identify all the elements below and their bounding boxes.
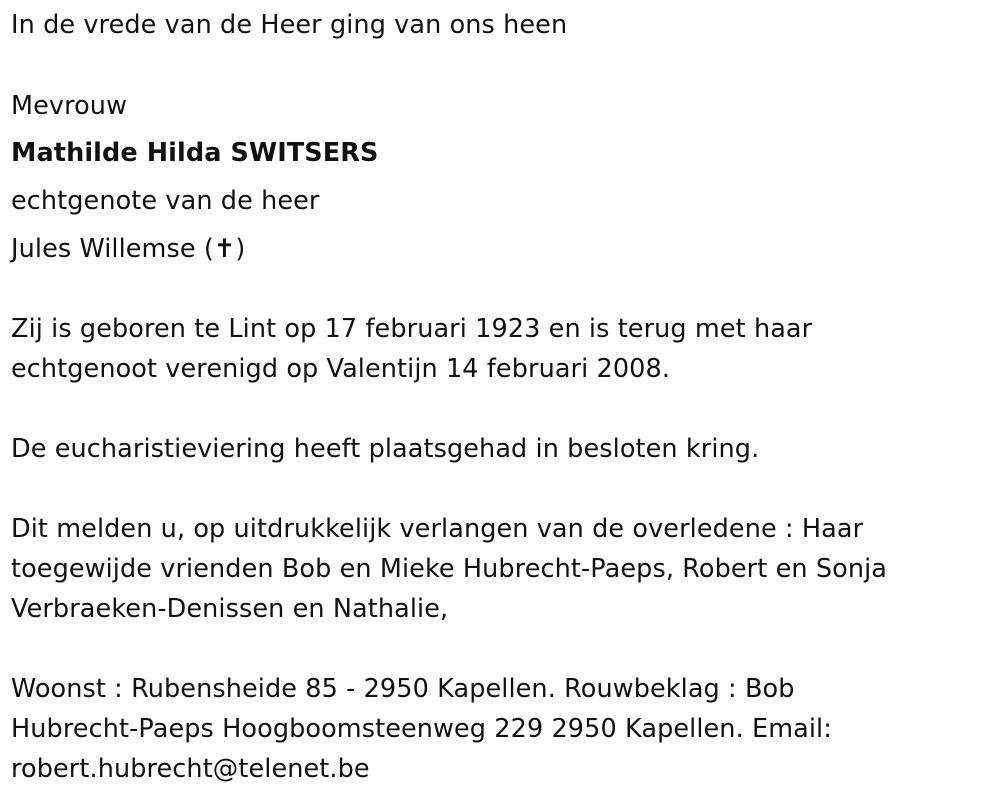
notice-line-2: toegewijde vrienden Bob en Mieke Hubrecht-Paeps, Robert en Sonja	[11, 554, 887, 584]
service-text: De eucharistieviering heeft plaatsgehad in besloten kring.	[11, 434, 760, 464]
address-line-1: Woonst : Rubensheide 85 - 2950 Kapellen. Rouwbeklag : Bob	[11, 674, 795, 704]
relation-line-2: Jules Willemse (✝)	[11, 234, 246, 264]
relation-line-1: echtgenote van de heer	[11, 186, 320, 216]
email-text[interactable]: robert.hubrecht@telenet.be	[11, 754, 370, 784]
notice-line-3: Verbraeken-Denissen en Nathalie,	[11, 594, 449, 624]
deceased-name: Mathilde Hilda SWITSERS	[11, 138, 379, 168]
intro-text: In de vrede van de Heer ging van ons heen	[11, 10, 568, 40]
salutation: Mevrouw	[11, 91, 128, 121]
notice-line-1: Dit melden u, op uitdrukkelijk verlangen van de overledene : Haar	[11, 514, 864, 544]
birth-line-1: Zij is geboren te Lint op 17 februari 1923 en is terug met haar	[11, 314, 813, 344]
address-line-2: Hubrecht-Paeps Hoogboomsteenweg 229 2950 Kapellen. Email:	[11, 714, 832, 744]
birth-line-2: echtgenoot verenigd op Valentijn 14 februari 2008.	[11, 354, 671, 384]
